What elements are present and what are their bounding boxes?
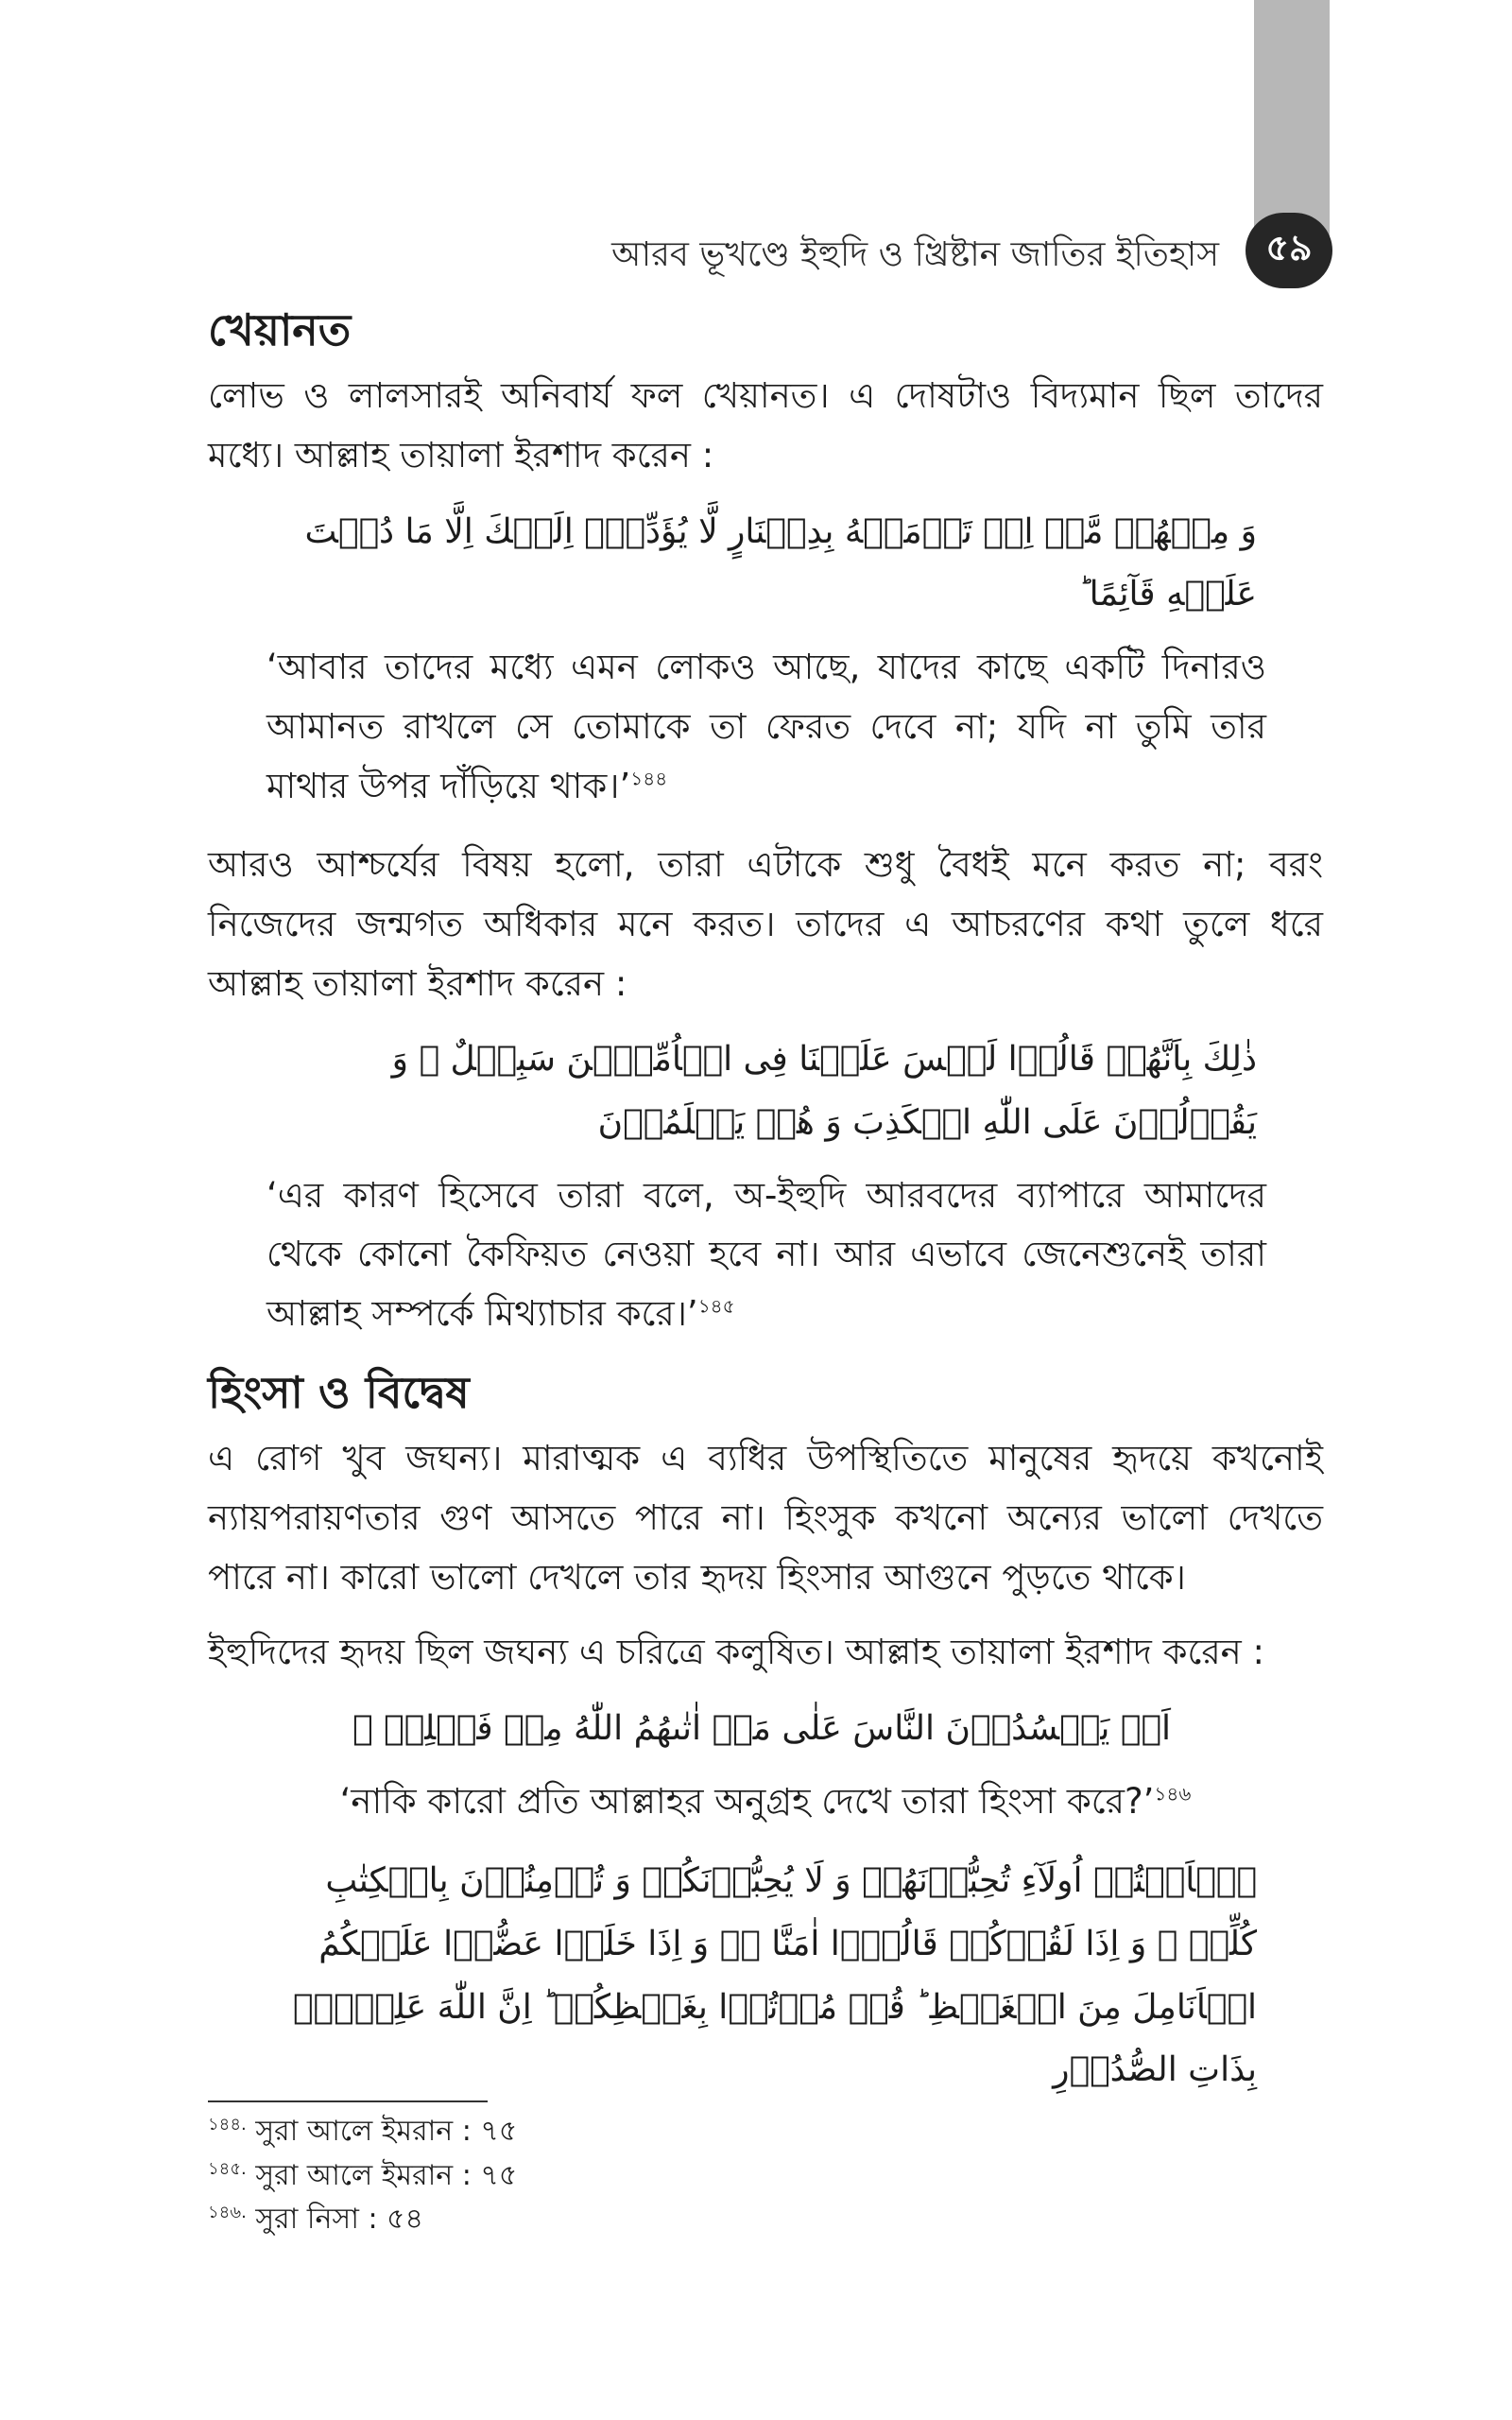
footnote-text: সুরা আলে ইমরান : ৭৫ [255,2158,518,2192]
verse-translation [266,638,1266,817]
page-number-badge: ৫৯ [1246,213,1332,288]
quote-text: ‘নাকি কারো প্রতি আল্লাহর অনুগ্রহ দেখে তারা হিংসা করে?’ [339,1780,1155,1822]
arabic-verse: ذٰلِكَ بِاَنَّهُمۡ قَالُوۡا لَیۡسَ عَلَیۡنَا فِی الۡاُمِّیّٖنَ سَبِیۡلٌ ۚ وَ یَقُوۡلُوۡنَ عَلَی اللّٰهِ الۡكَذِبَ وَ هُمۡ یَعۡلَمُوۡنَ [391,1040,1257,1142]
quote-text: ‘আবার তাদের মধ্যে এমন লোকও আছে, যাদের কাছে একটি দিনারও আমানত রাখলে সে তোমাকে তা ফেরত দেবে না; যদি না তুমি তার মাথার উপর দাঁড়িয়ে থাক।’ [266,647,1266,806]
quote-text: ‘এর কারণ হিসেবে তারা বলে, অ-ইহুদি আরবদের ব্যাপারে আমাদের থেকে কোনো কৈফিয়ত নেওয়া হবে না। আর এভাবে জেনেশুনেই তারা আল্লাহ সম্পর্কে মিথ্যাচার করে।’ [266,1174,1266,1335]
section-heading-hingsa: হিংসা ও বিদ্বেষ [208,1367,470,1419]
section-heading-khiyanat: খেয়ানত [208,304,352,355]
footnote-marker: ১৪৪ [630,767,668,790]
verse-translation [208,1772,1323,1832]
footnote-text: সুরা আলে ইমরান : ৭৫ [255,2115,518,2148]
page-edge-tab [1254,0,1330,236]
footnote-number: ১৪৬. [208,2203,247,2222]
footnote-marker: ১৪৬ [1154,1782,1192,1806]
verse-translation [266,1167,1266,1345]
arabic-verse: وَ مِنۡهُمۡ مَّنۡ اِنۡ تَاۡمَنۡهُ بِدِیۡنَارٍ لَّا یُؤَدِّهٖۤ اِلَیۡكَ اِلَّا مَا دُمۡتَ عَلَیۡهِ قَآئِمًا ؕ [304,511,1257,614]
footnote-marker: ১৪৫ [697,1295,735,1319]
footnote-number: ১৪৪. [208,2115,247,2135]
footnote-number: ১৪৫. [208,2158,247,2179]
paragraph: ইহুদিদের হৃদয় ছিল জঘন্য এ চরিত্রে কলুষিত। আল্লাহ তায়ালা ইরশাদ করেন : [208,1632,1264,1673]
paragraph: এ রোগ খুব জঘন্য। মারাত্মক এ ব্যধির উপস্থিতিতে মানুষের হৃদয়ে কখনোই ন্যায়পরায়ণতার গুণ আসতে পারে না। হিংসুক কখনো অন্যের ভালো দেখতে পারে না। কারো ভালো দেখলে তার হৃদয় হিংসার আগুনে পুড়তে থাকে। [208,1438,1323,1599]
arabic-verse: اَمۡ یَحۡسُدُوۡنَ النَّاسَ عَلٰی مَاۤ اٰتٰىهُمُ اللّٰهُ مِنۡ فَضۡلِهٖ ۚ [352,1708,1171,1748]
footnote [208,2154,517,2199]
footnote-divider [208,2100,488,2102]
footnote [208,2110,517,2154]
footnote [208,2198,517,2242]
footnotes [208,2110,517,2242]
page-content [208,301,1323,2114]
footnote-text: সুরা নিসা : ৫৪ [255,2203,424,2236]
running-header-title: আরব ভূখণ্ডে ইহুদি ও খ্রিষ্টান জাতির ইতিহাস [611,235,1219,274]
arabic-verse: هٰۤاَنۡتُمۡ اُولَآءِ تُحِبُّوۡنَهُمۡ وَ لَا یُحِبُّوۡنَكُمۡ وَ تُؤۡمِنُوۡنَ بِالۡكِتٰبِ كُلِّهٖ ۚ وَ اِذَا لَقُوۡكُمۡ قَالُوۡۤا اٰمَنَّا ۖۚ وَ اِذَا خَلَوۡا عَضُّوۡا عَلَیۡكُمُ الۡاَنَامِلَ مِنَ الۡغَیۡظِ ؕ قُلۡ مُوۡتُوۡا بِغَیۡظِكُمۡ ؕ اِنَّ اللّٰهَ عَلِیۡمٌۢ بِذَاتِ الصُّدُوۡرِ [292,1861,1257,2090]
paragraph: আরও আশ্চর্যের বিষয় হলো, তারা এটাকে শুধু বৈধই মনে করত না; বরং নিজেদের জন্মগত অধিকার মনে করত। তাদের এ আচরণের কথা তুলে ধরে আল্লাহ তায়ালা ইরশাদ করেন : [208,843,1323,1004]
paragraph: লোভ ও লালসারই অনিবার্য ফল খেয়ানত। এ দোষটাও বিদ্যমান ছিল তাদের মধ্যে। আল্লাহ তায়ালা ইরশাদ করেন : [208,375,1323,475]
